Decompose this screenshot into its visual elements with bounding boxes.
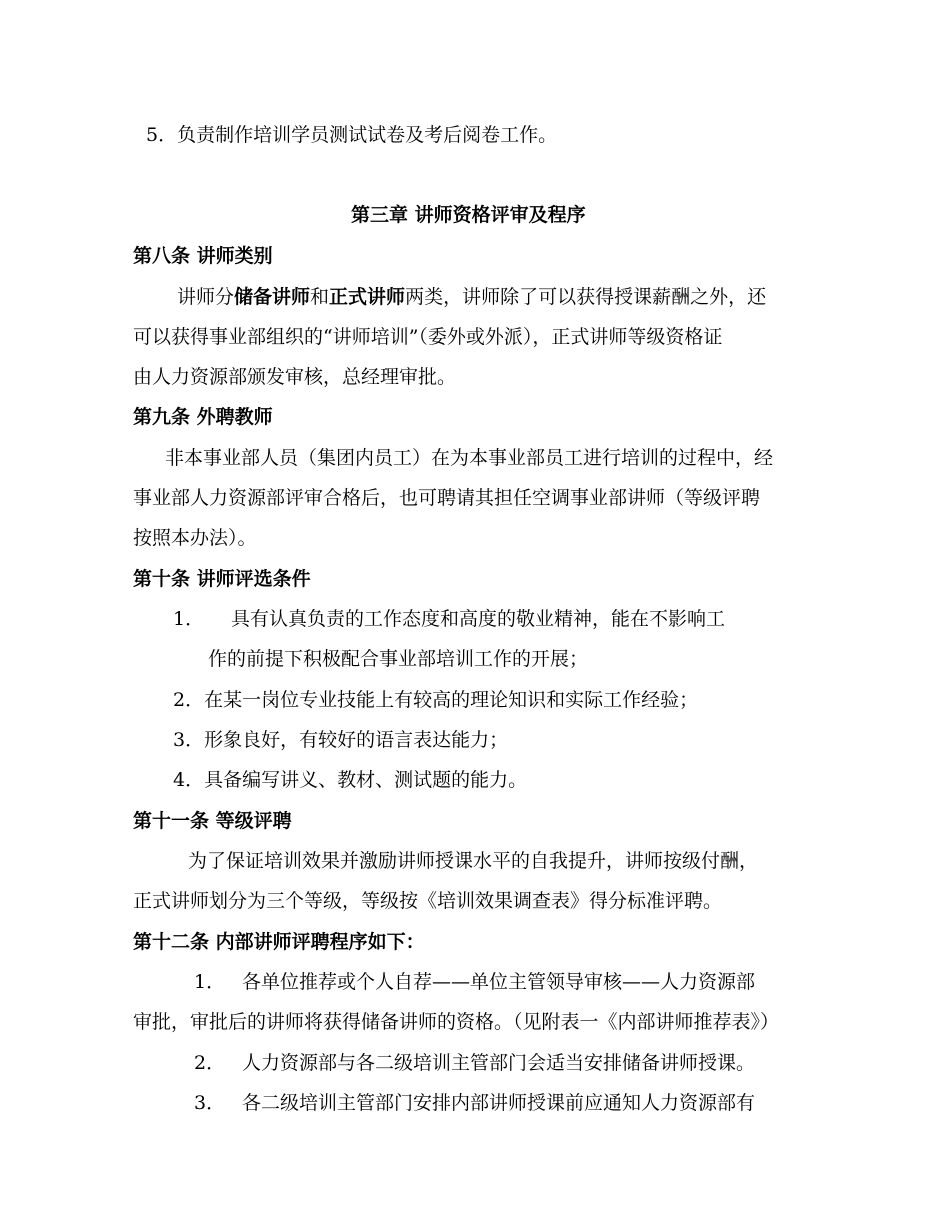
article-12-item-1-line-2: 审批，审批后的讲师将获得储备讲师的资格。（见附表一《内部讲师推荐表》） — [133, 1011, 780, 1033]
article-9-heading: 第九条 外聘教师 — [133, 406, 273, 428]
article-10-item-1-number: 1． — [173, 608, 205, 630]
article-8-paragraph-line-2: 可以获得事业部组织的“讲师培训”（委外或外派），正式讲师等级资格证 — [133, 326, 723, 348]
article-12-item-3-number: 3． — [194, 1092, 226, 1114]
article-12-item-2-number: 2． — [194, 1052, 226, 1074]
article-11-paragraph-line-1: 为了保证培训效果并激励讲师授课水平的自我提升，讲师按级付酬， — [188, 850, 759, 872]
article-10-item-3: 3．形象良好，有较好的语言表达能力； — [173, 729, 509, 751]
article-8-paragraph-line-1 — [177, 288, 766, 307]
term-reserve-lecturer: 储备讲师 — [234, 286, 311, 308]
article-9-paragraph-line-3: 按照本办法）。 — [133, 527, 257, 549]
article-9-paragraph-line-2: 事业部人力资源部评审合格后，也可聘请其担任空调事业部讲师（等级评聘 — [133, 487, 761, 509]
article-10-item-2: 2．在某一岗位专业技能上有较高的理论知识和实际工作经验； — [173, 689, 699, 711]
article-10-item-1-line-2: 作的前提下积极配合事业部培训工作的开展； — [208, 648, 589, 670]
article-12-heading: 第十二条 内部讲师评聘程序如下： — [133, 931, 425, 953]
text-span: 两类，讲师除了可以获得授课薪酬之外，还 — [405, 286, 767, 308]
article-10-item-1-line-1: 具有认真负责的工作态度和高度的敬业精神，能在不影响工 — [231, 608, 726, 630]
article-12-item-2: 人力资源部与各二级培训主管部门会适当安排储备讲师授课。 — [242, 1052, 756, 1074]
article-12-item-3: 各二级培训主管部门安排内部讲师授课前应通知人力资源部有 — [242, 1092, 756, 1114]
article-8-paragraph-line-3: 由人力资源部颁发审核，总经理审批。 — [133, 366, 457, 388]
text-span: 讲师分 — [177, 286, 235, 308]
term-formal-lecturer: 正式讲师 — [329, 286, 406, 308]
article-9-paragraph-line-1: 非本事业部人员（集团内员工）在为本事业部员工进行培训的过程中，经 — [165, 447, 774, 469]
text-span: 和 — [310, 286, 330, 308]
article-10-item-4: 4．具备编写讲义、教材、测试题的能力。 — [173, 769, 528, 791]
article-12-item-1-line-1: 各单位推荐或个人自荐——单位主管领导审核——人力资源部 — [242, 971, 756, 993]
article-11-paragraph-line-2: 正式讲师划分为三个等级，等级按《培训效果调查表》得分标准评聘。 — [133, 890, 723, 912]
article-10-heading: 第十条 讲师评选条件 — [133, 568, 311, 590]
chapter-title: 第三章 讲师资格评审及程序 — [351, 204, 586, 226]
article-12-item-1-number: 1． — [194, 971, 226, 993]
list-item-5: 5．负责制作培训学员测试试卷及考后阅卷工作。 — [146, 124, 558, 146]
article-11-heading: 第十一条 等级评聘 — [133, 810, 292, 832]
article-8-heading: 第八条 讲师类别 — [133, 245, 273, 267]
